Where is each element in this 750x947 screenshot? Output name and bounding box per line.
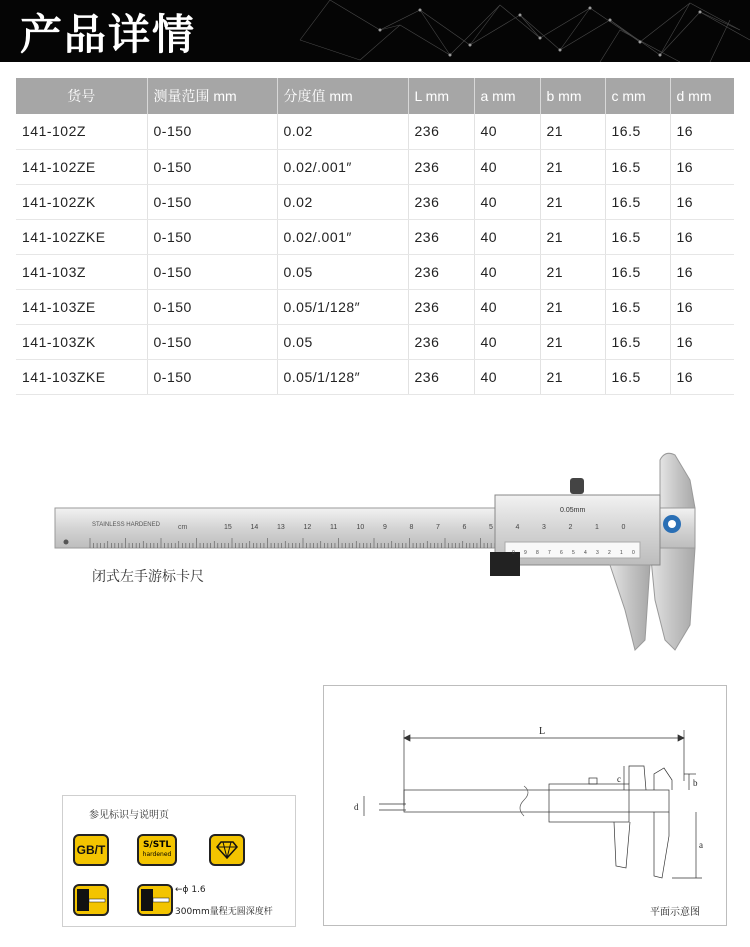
gb-standard-icon [73,834,109,866]
dim-b: b [693,778,698,788]
table-row [16,324,734,359]
dim-L: L [539,726,546,737]
table-cell: 21 [540,289,605,324]
table-cell: 16 [670,114,734,149]
dim-c: c [617,774,621,784]
diamond-icon [209,834,245,866]
table-cell: 0-150 [147,289,277,324]
table-cell: 40 [474,219,540,254]
table-cell: 16.5 [605,289,670,324]
vernier-number: 0 [632,550,635,556]
table-cell: 0-150 [147,254,277,289]
header-banner [0,0,750,62]
vernier-number: 1 [620,550,623,556]
table-cell: 40 [474,289,540,324]
table-cell: 0-150 [147,219,277,254]
vernier-number: 3 [596,550,599,556]
vernier-number: 4 [584,550,587,556]
scale-number: 4 [515,524,520,531]
scale-number: 0 [621,524,626,531]
depth-rod-icon [73,884,109,916]
col-header: 测量范围 mm [147,78,277,114]
table-cell: 16 [670,149,734,184]
table-cell: 16 [670,254,734,289]
legend-title: 参见标识与说明页 [89,810,169,821]
rod-diameter-label: ←ϕ 1.6 [175,885,206,895]
scale-number: 9 [383,524,387,531]
col-header: 货号 [16,78,147,114]
table-cell: 0-150 [147,324,277,359]
table-cell: 16 [670,359,734,394]
table-cell: 141-103ZKE [16,359,147,394]
table-cell: 236 [408,114,474,149]
table-cell: 141-102ZKE [16,219,147,254]
vernier-number: 2 [608,550,611,556]
table-cell: 0-150 [147,359,277,394]
table-row [16,114,734,149]
table-cell: 16.5 [605,114,670,149]
vernier-number: 0 [512,550,515,556]
table-row [16,149,734,184]
caliper-caption: 闭式左手游标卡尺 [92,569,204,585]
table-cell: 141-102ZE [16,149,147,184]
table-cell: 40 [474,254,540,289]
vernier-number: 8 [536,550,539,556]
table-cell: 236 [408,219,474,254]
table-cell: 40 [474,359,540,394]
table-cell: 0.05/1/128″ [277,289,408,324]
table-cell: 236 [408,359,474,394]
table-cell: 236 [408,324,474,359]
table-cell: 16.5 [605,219,670,254]
scale-number: 10 [356,524,365,531]
scale-brand-text: STAINLESS HARDENED [92,522,160,528]
table-cell: 16.5 [605,324,670,359]
table-row [16,359,734,394]
gb-label: GB/T [76,843,106,857]
table-cell: 16 [670,184,734,219]
table-cell: 16.5 [605,184,670,219]
vernier-number: 7 [548,550,551,556]
depth-rod-label: 300mm量程无圆深度杆 [175,907,273,917]
table-cell: 236 [408,184,474,219]
table-cell: 0.02/.001″ [277,149,408,184]
caliper-image [50,440,700,660]
scale-number: 1 [595,524,599,531]
sstl-label: S/STL [142,840,172,850]
scale-number: 6 [462,524,467,531]
scale-number: 5 [489,524,493,531]
table-cell: 16.5 [605,149,670,184]
table-cell: 141-103Z [16,254,147,289]
table-cell: 0-150 [147,114,277,149]
scale-number: 15 [224,524,232,531]
dim-d: d [354,802,359,812]
scale-number: 3 [542,524,546,531]
vernier-number: 5 [572,550,575,556]
table-cell: 0.02 [277,184,408,219]
table-cell: 21 [540,324,605,359]
table-row [16,289,734,324]
table-cell: 236 [408,254,474,289]
table-cell: 21 [540,254,605,289]
col-header: d mm [670,78,734,114]
scale-number: 14 [250,524,259,531]
table-cell: 16 [670,289,734,324]
scale-number: 11 [330,524,338,531]
table-cell: 40 [474,114,540,149]
col-header: b mm [540,78,605,114]
vernier-label: 0.05mm [560,507,586,514]
scale-number: 12 [303,524,312,531]
spec-table [16,78,734,395]
table-header-row [16,78,734,114]
legend-box [62,795,296,927]
table-cell: 0.05/1/128″ [277,359,408,394]
caliper-schematic [324,686,728,896]
table-cell: 0.02 [277,114,408,149]
round-depth-rod-icon [137,884,173,916]
table-cell: 16 [670,219,734,254]
page-title: 产品详情 [20,10,197,59]
table-cell: 141-103ZK [16,324,147,359]
drawing-caption: 平面示意图 [650,907,700,918]
table-cell: 16.5 [605,359,670,394]
scale-number: 13 [277,524,285,531]
dim-a: a [699,840,703,850]
scale-number: 8 [409,524,414,531]
table-cell: 141-103ZE [16,289,147,324]
table-row [16,219,734,254]
table-cell: 40 [474,184,540,219]
table-cell: 21 [540,114,605,149]
scale-number: 7 [436,524,440,531]
table-cell: 141-102Z [16,114,147,149]
table-cell: 0.05 [277,254,408,289]
table-row [16,184,734,219]
table-cell: 0.05 [277,324,408,359]
sstl-sub-label: hardened [142,851,172,858]
stainless-hardened-icon [137,834,177,866]
table-cell: 0-150 [147,149,277,184]
scale-number: 2 [568,524,573,531]
vernier-number: 9 [524,550,527,556]
table-cell: 0-150 [147,184,277,219]
table-row [16,254,734,289]
table-cell: 21 [540,219,605,254]
vernier-number: 6 [560,550,563,556]
table-cell: 21 [540,184,605,219]
table-cell: 0.02/.001″ [277,219,408,254]
table-cell: 21 [540,149,605,184]
table-cell: 40 [474,149,540,184]
col-header: a mm [474,78,540,114]
table-cell: 141-102ZK [16,184,147,219]
table-cell: 16 [670,324,734,359]
col-header: L mm [408,78,474,114]
col-header: c mm [605,78,670,114]
table-cell: 21 [540,359,605,394]
table-cell: 40 [474,324,540,359]
table-cell: 16.5 [605,254,670,289]
table-cell: 236 [408,289,474,324]
plan-drawing [323,685,727,926]
table-cell: 236 [408,149,474,184]
scale-unit: cm [178,524,188,531]
col-header: 分度值 mm [277,78,408,114]
